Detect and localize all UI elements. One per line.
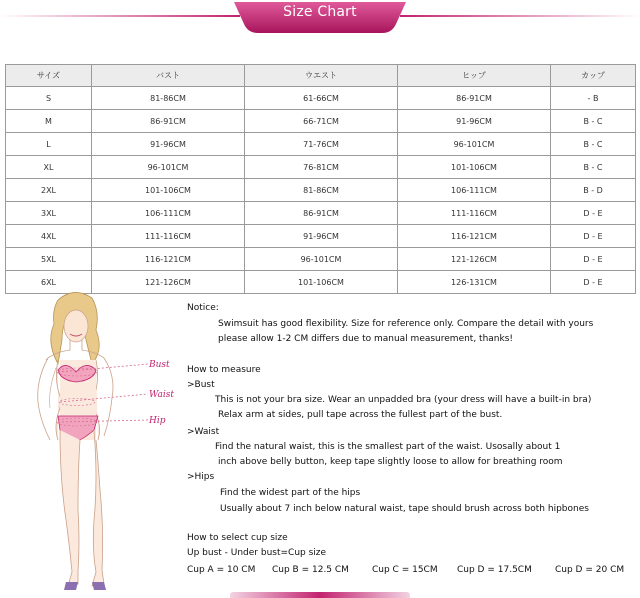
table-row	[6, 179, 636, 202]
cup-formula: Up bust - Under bust=Cup size	[187, 548, 327, 558]
table-row	[6, 202, 636, 225]
cell-cup: - B	[551, 87, 636, 110]
cell-waist: 86-91CM	[245, 202, 398, 225]
header-bust: バスト	[92, 65, 245, 87]
notice-line-2: please allow 1-2 CM differs due to manual measurement, thanks!	[218, 334, 514, 344]
cell-hip: 111-116CM	[398, 202, 551, 225]
cell-size: L	[6, 133, 92, 156]
cell-size: S	[6, 87, 92, 110]
notice-line-1: Swimsuit has good flexibility. Size for reference only. Compare the detail with yours	[218, 319, 594, 329]
cell-cup: B - C	[551, 156, 636, 179]
measure-title: How to measure	[187, 365, 261, 375]
cell-cup: D - E	[551, 248, 636, 271]
header-rule-left	[0, 15, 240, 17]
cell-hip: 91-96CM	[398, 110, 551, 133]
cell-bust: 91-96CM	[92, 133, 245, 156]
header-rule-right	[400, 15, 640, 17]
cell-waist: 101-106CM	[245, 271, 398, 294]
notice-title: Notice:	[187, 303, 219, 313]
cup-d: Cup D = 17.5CM	[457, 565, 532, 575]
cell-bust: 81-86CM	[92, 87, 245, 110]
cup-b: Cup B = 12.5 CM	[272, 565, 349, 575]
bust-line-2: Relax arm at sides, pull tape across the fullest part of the bust.	[218, 410, 503, 420]
waist-line-1: Find the natural waist, this is the smallest part of the waist. Usosally about 1	[215, 442, 561, 452]
cell-bust: 111-116CM	[92, 225, 245, 248]
cell-cup: B - D	[551, 179, 636, 202]
cell-size: 6XL	[6, 271, 92, 294]
cell-waist: 66-71CM	[245, 110, 398, 133]
cell-hip: 101-106CM	[398, 156, 551, 179]
cell-cup: B - C	[551, 133, 636, 156]
cell-cup: B - C	[551, 110, 636, 133]
page-title: Size Chart	[283, 4, 357, 20]
cell-hip: 126-131CM	[398, 271, 551, 294]
cell-hip: 106-111CM	[398, 179, 551, 202]
table-row	[6, 156, 636, 179]
cup-a: Cup A = 10 CM	[187, 565, 256, 575]
bust-label: Bust	[149, 360, 170, 370]
table-row	[6, 133, 636, 156]
hips-line-1: Find the widest part of the hips	[220, 488, 361, 498]
header-hip: ヒップ	[398, 65, 551, 87]
cell-waist: 61-66CM	[245, 87, 398, 110]
cell-waist: 71-76CM	[245, 133, 398, 156]
header-waist: ウエスト	[245, 65, 398, 87]
bottom-accent-bar	[230, 592, 410, 598]
cell-waist: 96-101CM	[245, 248, 398, 271]
waist-section-title: >Waist	[187, 427, 220, 437]
bust-line-1: This is not your bra size. Wear an unpadded bra (your dress will have a built-in bra)	[215, 395, 592, 405]
cell-size: 5XL	[6, 248, 92, 271]
cell-size: 2XL	[6, 179, 92, 202]
cell-waist: 91-96CM	[245, 225, 398, 248]
hip-label: Hip	[149, 416, 166, 426]
cell-bust: 86-91CM	[92, 110, 245, 133]
waist-label: Waist	[149, 390, 174, 400]
cell-size: M	[6, 110, 92, 133]
table-row	[6, 248, 636, 271]
cell-hip: 86-91CM	[398, 87, 551, 110]
waist-line-2: inch above belly button, keep tape slightly loose to allow for breathing room	[218, 457, 563, 467]
cell-cup: D - E	[551, 225, 636, 248]
table-header-row	[6, 65, 636, 87]
body-figure-illustration	[0, 290, 185, 595]
cell-bust: 106-111CM	[92, 202, 245, 225]
header-size: サイズ	[6, 65, 92, 87]
cell-waist: 81-86CM	[245, 179, 398, 202]
table-row	[6, 87, 636, 110]
cup-d-2: Cup D = 20 CM	[555, 565, 625, 575]
cell-cup: D - E	[551, 271, 636, 294]
table-row	[6, 225, 636, 248]
cell-waist: 76-81CM	[245, 156, 398, 179]
cell-bust: 116-121CM	[92, 248, 245, 271]
cell-hip: 116-121CM	[398, 225, 551, 248]
cup-c: Cup C = 15CM	[372, 565, 438, 575]
cell-size: 3XL	[6, 202, 92, 225]
bust-section-title: >Bust	[187, 380, 215, 390]
size-table	[5, 64, 636, 294]
cell-size: XL	[6, 156, 92, 179]
hips-line-2: Usually about 7 inch below natural waist, tape should brush across both hipbones	[220, 504, 589, 514]
cell-cup: D - E	[551, 202, 636, 225]
header-cup: カップ	[551, 65, 636, 87]
cell-bust: 96-101CM	[92, 156, 245, 179]
table-row	[6, 110, 636, 133]
cell-hip: 121-126CM	[398, 248, 551, 271]
cell-bust: 121-126CM	[92, 271, 245, 294]
hips-section-title: >Hips	[187, 472, 215, 482]
cell-hip: 96-101CM	[398, 133, 551, 156]
cell-bust: 101-106CM	[92, 179, 245, 202]
cup-title: How to select cup size	[187, 533, 288, 543]
cell-size: 4XL	[6, 225, 92, 248]
